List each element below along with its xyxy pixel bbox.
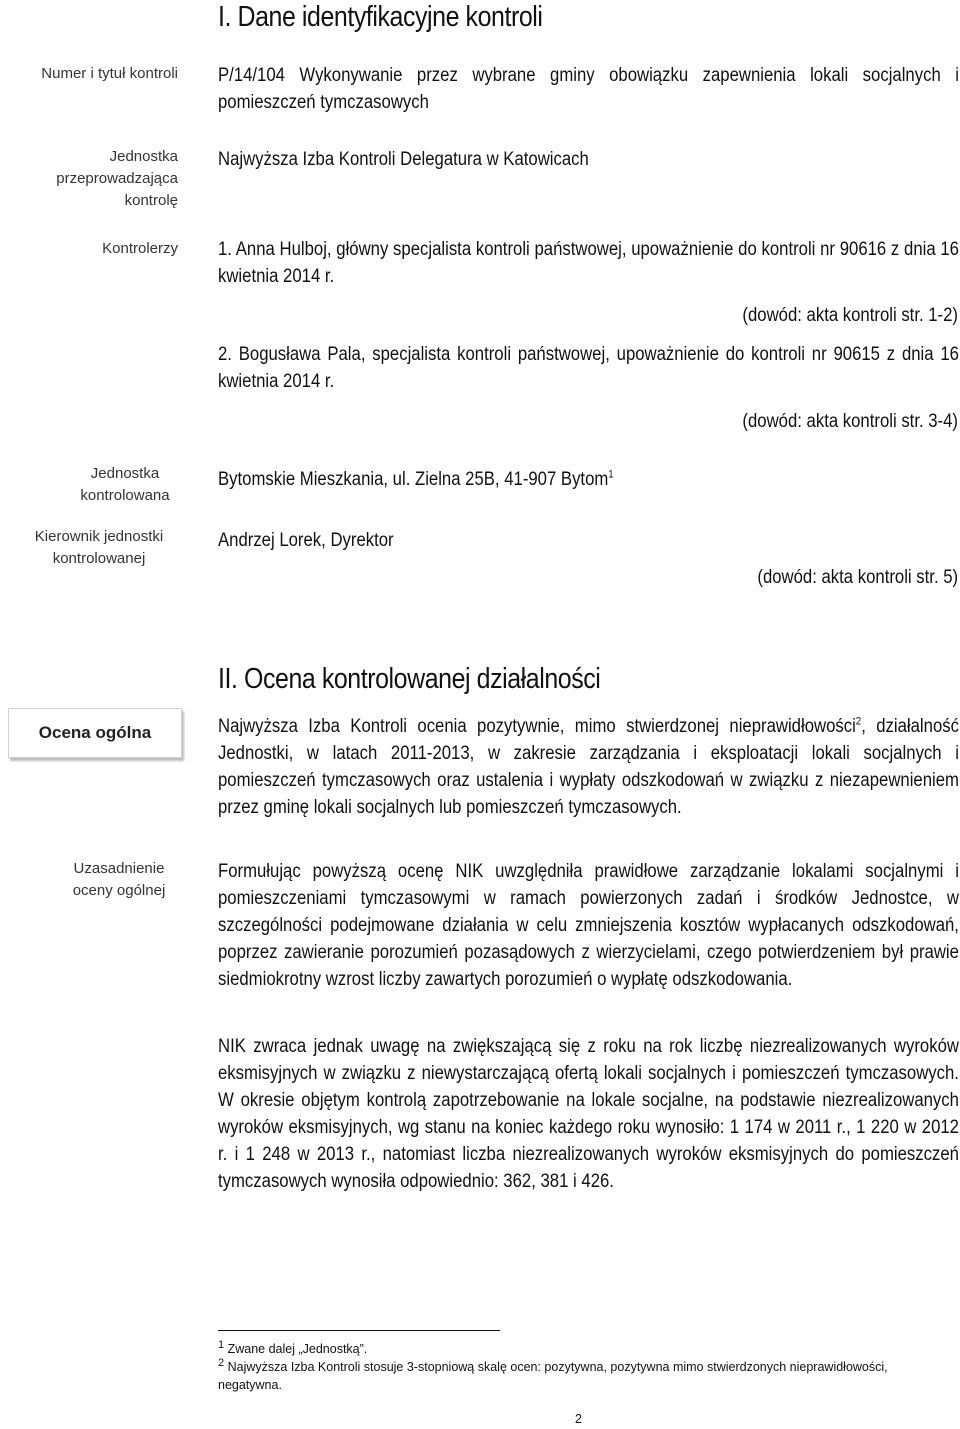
dowod-2: (dowód: akta kontroli str. 3-4) — [742, 411, 958, 432]
dowod-3: (dowód: akta kontroli str. 5) — [757, 567, 958, 588]
value-jednostka-kontrolowana — [218, 466, 614, 493]
kontroler-2 — [218, 341, 959, 395]
section-1-heading: I. Dane identyfikacyjne kontroli — [218, 1, 543, 33]
label-kontrolerzy: Kontrolerzy — [102, 240, 178, 257]
footnote-1-number: 1 — [218, 1338, 225, 1351]
value-numer-kontroli: P/14/104 Wykonywanie przez wybrane gminy obowiązku zapewnienia lokali socjalnych i pomieszczeń tymczasowych — [218, 65, 959, 113]
ocena-text — [218, 713, 959, 821]
label-numer-kontroli: Numer i tytuł kontroli — [41, 65, 178, 82]
label-kierownik: Kierownik jednostki kontrolowanej — [34, 528, 164, 567]
footnote-1-text: Zwane dalej „Jednostką”. — [227, 1342, 368, 1356]
ocena-text-b: , działalność Jednostki, w latach 2011-2013, w zakresie zarządzania i eksploatacji lokali socjalnych i pomieszczeń tymczasowych oraz ustalenia i wypłaty odszkodowań w związku z niezapewnieniem przez gminę lokali socjalnych lub pomieszczeń tymczasowych. — [218, 716, 959, 818]
ocena-ogolna-box — [8, 708, 182, 758]
dowod-1: (dowód: akta kontroli str. 1-2) — [742, 305, 958, 326]
footnote-separator — [218, 1330, 500, 1331]
ocena-text-a: Najwyższa Izba Kontroli ocenia pozytywnie, mimo stwierdzonej nieprawidłowości — [218, 716, 856, 737]
label-uzasadnienie: Uzasadnienie oceny ogólnej — [72, 860, 166, 899]
footnote-2-number: 2 — [218, 1356, 225, 1369]
footnote-ref-1[interactable]: 1 — [608, 468, 614, 481]
kontroler-1 — [218, 236, 959, 290]
section-2-heading: II. Ocena kontrolowanej działalności — [218, 663, 601, 695]
label-jednostka-kontrolowana: Jednostka kontrolowana — [80, 465, 170, 504]
footnote-2-text: Najwyższa Izba Kontroli stosuje 3-stopniową skalę ocen: pozytywna, pozytywna mimo stwierdzonych nieprawidłowości, negatywna. — [218, 1360, 888, 1392]
footnote-1 — [218, 1340, 948, 1358]
jednostka-kontrolowana-text: Bytomskie Mieszkania, ul. Zielna 25B, 41-907 Bytom — [218, 469, 609, 490]
footnote-ref-2[interactable]: 2 — [855, 715, 862, 728]
uzasadnienie-paragraph-2: NIK zwraca jednak uwagę na zwiększającą się z roku na rok liczbę niezrealizowanych wyroków eksmisyjnych w związku z niewystarczającą ofertą lokali socjalnych i pomieszczeń tymczasowych. W okresie objętym kontrolą zapotrzebowanie na lokale socjalne, na podstawie niezrealizowanych wyroków eksmisyjnych, wg stanu na koniec każdego roku wynosiło: 1 174 w 2011 r., 1 220 w 2012 r. i 1 248 w 2013 r., natomiast liczba niezrealizowanych wyroków eksmisyjnych do pomieszczeń tymczasowych wynosiła odpowiednio: 362, 381 i 426. — [218, 1036, 959, 1192]
kontroler-2-text: 2. Bogusława Pala, specjalista kontroli państwowej, upoważnienie do kontroli nr 90615 z dnia 16 kwietnia 2014 r. — [218, 344, 959, 392]
kontroler-1-text: 1. Anna Hulboj, główny specjalista kontroli państwowej, upoważnienie do kontroli nr 90616 z dnia 16 kwietnia 2014 r. — [218, 239, 959, 287]
value-kierownik: Andrzej Lorek, Dyrektor — [218, 530, 394, 551]
page-number: 2 — [575, 1412, 582, 1426]
uzasadnienie-paragraph-1: Formułując powyższą ocenę NIK uwzględniła prawidłowe zarządzanie lokalami socjalnymi i pomieszczeniami tymczasowymi w ramach powierzonych zadań i środków Jednostce, w szczególności podejmowane działania w celu zmniejszenia kosztów wypłacanych odszkodowań, poprzez zawieranie porozumień pozasądowych z wierzycielami, czego potwierdzeniem był prawie siedmiokrotny wzrost liczby zawartych porozumień o wypłatę odszkodowania. — [218, 861, 959, 990]
ocena-ogolna-label: Ocena ogólna — [38, 723, 152, 742]
label-jednostka-przeprowadzajaca: Jednostka przeprowadzająca kontrolę — [56, 148, 178, 209]
footnote-2 — [218, 1358, 948, 1394]
value-jednostka-przeprowadzajaca: Najwyższa Izba Kontroli Delegatura w Katowicach — [218, 149, 589, 170]
